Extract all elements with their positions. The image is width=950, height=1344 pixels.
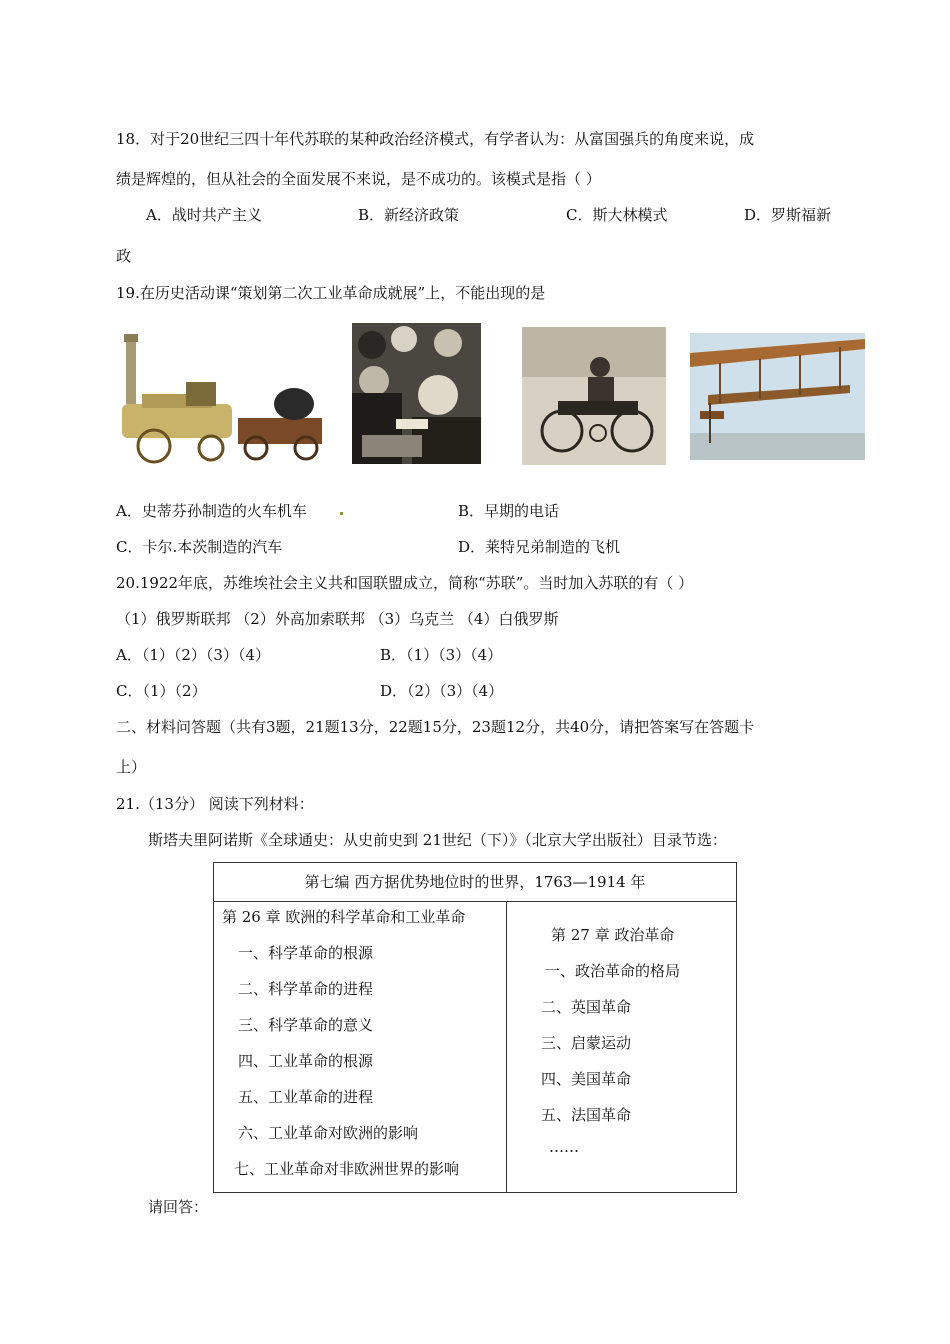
q20-option-c: C．（1）（2） bbox=[116, 682, 207, 700]
q18-line1: 18．对于20世纪三四十年代苏联的某种政治经济模式，有学者认为：从富国强兵的角度来说，成 bbox=[116, 130, 755, 148]
toc-right-item: 一、政治革命的格局 bbox=[545, 962, 681, 980]
toc-header bbox=[214, 863, 737, 902]
automobile-photo bbox=[522, 327, 666, 465]
q19-option-d: D．莱特兄弟制造的飞机 bbox=[458, 538, 621, 556]
q20-items: （1）俄罗斯联邦 （2）外高加索联邦 （3）乌克兰 （4）白俄罗斯 bbox=[116, 610, 559, 628]
toc-right-item: 三、启蒙运动 bbox=[541, 1034, 632, 1052]
q19-stem: 19.在历史活动课“策划第二次工业革命成就展”上，不能出现的是 bbox=[116, 284, 546, 302]
toc-left-item: 七、工业革命对非欧洲世界的影响 bbox=[234, 1160, 460, 1178]
toc-left-cell bbox=[214, 902, 507, 1193]
airplane-photo bbox=[690, 333, 865, 460]
chapter-26-title: 第 26 章 欧洲的科学革命和工业革命 bbox=[222, 908, 466, 926]
q18-option-d-cont: 政 bbox=[116, 247, 132, 265]
section2-line1: 二、材料问答题（共有3题，21题13分，22题15分，23题12分，共40分，请把答案写在答题卡 bbox=[116, 718, 755, 736]
q19-option-c: C．卡尔.本茨制造的汽车 bbox=[116, 538, 283, 556]
q18-option-c: C．斯大林模式 bbox=[566, 206, 668, 224]
toc-right-item: 四、美国革命 bbox=[541, 1070, 632, 1088]
toc-left-item: 一、科学革命的根源 bbox=[238, 944, 374, 962]
section2-line2: 上） bbox=[116, 758, 147, 776]
q21-intro: 斯塔夫里阿诺斯《全球通史：从史前史到 21世纪（下）》（北京大学出版社）目录节选： bbox=[148, 831, 727, 849]
toc-right-cell bbox=[507, 902, 737, 1193]
q18-option-d: D．罗斯福新 bbox=[744, 206, 832, 224]
q18-option-b: B．新经济政策 bbox=[358, 206, 460, 224]
q18-option-a: A．战时共产主义 bbox=[146, 206, 262, 224]
q21-stem: 21.（13分） 阅读下列材料： bbox=[116, 795, 314, 813]
speck-mark bbox=[340, 512, 343, 515]
chapter-27-title: 第 27 章 政治革命 bbox=[551, 926, 675, 944]
toc-header-text: 第七编 西方据优势地位时的世界，1763—1914 年 bbox=[304, 873, 646, 891]
q18-line2: 绩是辉煌的，但从社会的全面发展不来说，是不成功的。该模式是指（ ） bbox=[116, 170, 601, 188]
q19-option-a: A．史蒂芬孙制造的火车机车 bbox=[116, 502, 307, 520]
toc-left-item: 六、工业革命对欧洲的影响 bbox=[238, 1124, 419, 1142]
q20-option-a: A．（1）（2）（3）（4） bbox=[116, 646, 271, 664]
toc-left-item: 二、科学革命的进程 bbox=[238, 980, 374, 998]
telephone-photo bbox=[352, 323, 481, 464]
toc-right-item: …… bbox=[549, 1138, 579, 1156]
q20-option-b: B．（1）（3）（4） bbox=[380, 646, 503, 664]
toc-left-item: 四、工业革命的根源 bbox=[238, 1052, 374, 1070]
toc-right-item: 二、英国革命 bbox=[541, 998, 632, 1016]
q20-stem: 20.1922年底，苏维埃社会主义共和国联盟成立，简称“苏联”。当时加入苏联的有（ ） bbox=[116, 574, 694, 592]
q19-option-b: B．早期的电话 bbox=[458, 502, 560, 520]
toc-table bbox=[213, 862, 737, 1193]
toc-left-item: 三、科学革命的意义 bbox=[238, 1016, 374, 1034]
q21-prompt: 请回答： bbox=[148, 1198, 209, 1216]
q20-option-d: D．（2）（3）（4） bbox=[380, 682, 504, 700]
toc-left-item: 五、工业革命的进程 bbox=[238, 1088, 374, 1106]
toc-right-item: 五、法国革命 bbox=[541, 1106, 632, 1124]
locomotive-image bbox=[116, 334, 324, 466]
